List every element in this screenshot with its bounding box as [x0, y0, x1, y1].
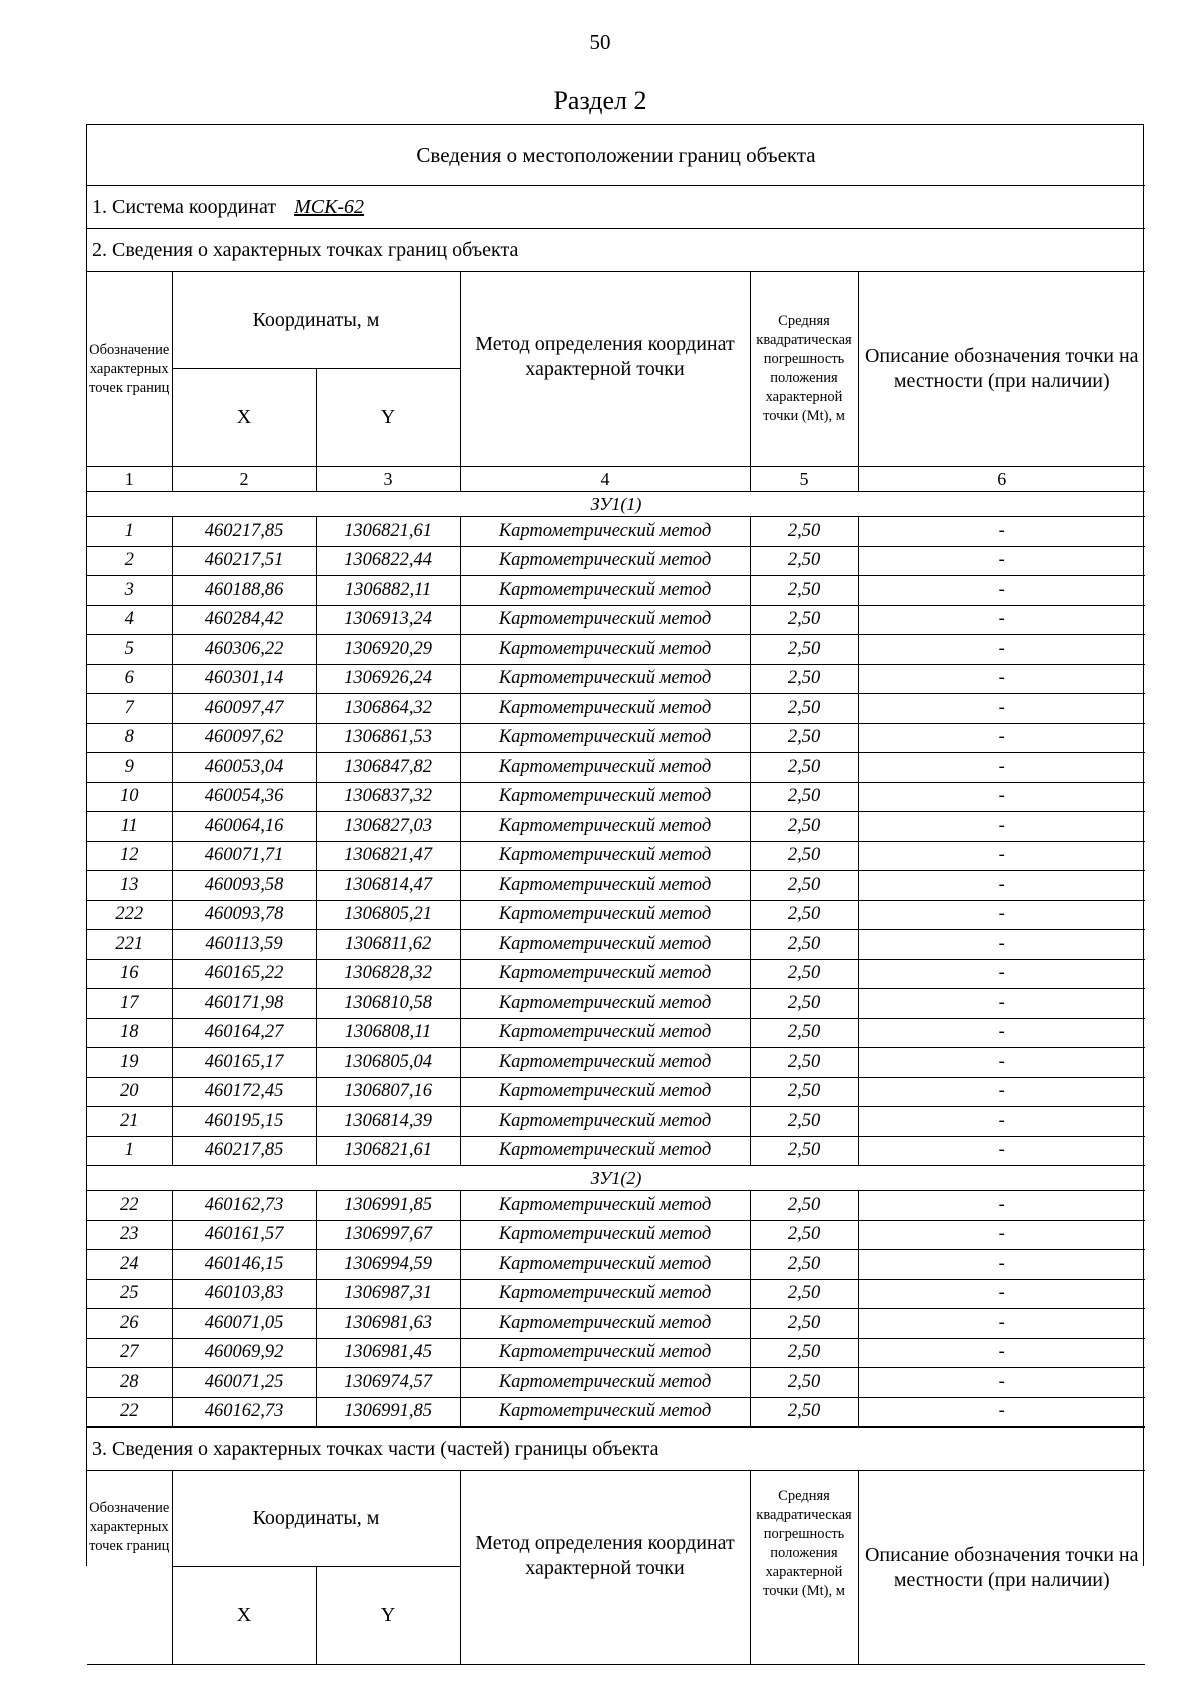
header-method: Метод определения координат характерной точки [460, 272, 750, 467]
coord-x: 460071,05 [172, 1309, 316, 1339]
method: Картометрический метод [460, 635, 750, 665]
coord-y: 1306821,61 [316, 517, 460, 547]
coord-x: 460165,22 [172, 959, 316, 989]
method: Картометрический метод [460, 871, 750, 901]
mt-value: 2,50 [750, 1107, 858, 1137]
table-row [87, 1077, 1145, 1107]
header-x: X [172, 1567, 316, 1665]
parts-table [87, 1427, 1145, 1665]
point-id: 5 [87, 635, 172, 665]
description: - [858, 812, 1145, 842]
table-row [87, 1018, 1145, 1048]
mt-value: 2,50 [750, 1048, 858, 1078]
mt-value: 2,50 [750, 546, 858, 576]
group-header: ЗУ1(1) [87, 492, 1145, 517]
description: - [858, 782, 1145, 812]
description: - [858, 1279, 1145, 1309]
header-desc: Описание обозначения точки на местности (при наличии) [858, 272, 1145, 467]
table-row [87, 812, 1145, 842]
table-row [87, 1368, 1145, 1398]
method: Картометрический метод [460, 1309, 750, 1339]
coord-x: 460164,27 [172, 1018, 316, 1048]
section-title: Раздел 2 [553, 86, 647, 115]
description: - [858, 1018, 1145, 1048]
table-row [87, 576, 1145, 606]
group-header: ЗУ1(2) [87, 1166, 1145, 1191]
description: - [858, 694, 1145, 724]
points-section-label: 2. Сведения о характерных точках границ объекта [87, 229, 1145, 272]
method: Картометрический метод [460, 1279, 750, 1309]
coord-y: 1306847,82 [316, 753, 460, 783]
description: - [858, 1368, 1145, 1398]
col-number: 1 [87, 467, 172, 492]
method: Картометрический метод [460, 841, 750, 871]
point-id: 2 [87, 546, 172, 576]
point-id: 27 [87, 1338, 172, 1368]
coord-system-row [87, 186, 1145, 229]
table-row [87, 1309, 1145, 1339]
table-title: Сведения о местоположении границ объекта [87, 125, 1145, 186]
method: Картометрический метод [460, 1191, 750, 1221]
method: Картометрический метод [460, 812, 750, 842]
coord-y: 1306991,85 [316, 1397, 460, 1427]
mt-value: 2,50 [750, 635, 858, 665]
mt-value: 2,50 [750, 900, 858, 930]
coord-y: 1306837,32 [316, 782, 460, 812]
description: - [858, 959, 1145, 989]
coord-x: 460146,15 [172, 1250, 316, 1280]
table-row [87, 635, 1145, 665]
mt-value: 2,50 [750, 841, 858, 871]
coord-y: 1306827,03 [316, 812, 460, 842]
coord-x: 460113,59 [172, 930, 316, 960]
table-row [87, 1191, 1145, 1221]
coord-x: 460103,83 [172, 1279, 316, 1309]
point-id: 23 [87, 1220, 172, 1250]
method: Картометрический метод [460, 664, 750, 694]
mt-value: 2,50 [750, 1018, 858, 1048]
point-id: 221 [87, 930, 172, 960]
boundary-info-table [87, 125, 1145, 1427]
point-id: 222 [87, 900, 172, 930]
coord-x: 460071,25 [172, 1368, 316, 1398]
mt-value: 2,50 [750, 959, 858, 989]
coord-x: 460172,45 [172, 1077, 316, 1107]
coord-x: 460217,51 [172, 546, 316, 576]
point-id: 3 [87, 576, 172, 606]
col-number: 2 [172, 467, 316, 492]
col-number: 4 [460, 467, 750, 492]
coord-x: 460165,17 [172, 1048, 316, 1078]
point-id: 19 [87, 1048, 172, 1078]
coord-y: 1306821,61 [316, 1136, 460, 1166]
method: Картометрический метод [460, 1018, 750, 1048]
mt-value: 2,50 [750, 1136, 858, 1166]
point-id: 4 [87, 605, 172, 635]
method: Картометрический метод [460, 605, 750, 635]
table-row [87, 1279, 1145, 1309]
table-row [87, 546, 1145, 576]
description: - [858, 1309, 1145, 1339]
table-row [87, 1338, 1145, 1368]
point-id: 22 [87, 1191, 172, 1221]
coord-y: 1306994,59 [316, 1250, 460, 1280]
point-id: 7 [87, 694, 172, 724]
coord-y: 1306882,11 [316, 576, 460, 606]
mt-value: 2,50 [750, 871, 858, 901]
header-coords: Координаты, м [172, 1471, 460, 1567]
coord-x: 460306,22 [172, 635, 316, 665]
point-id: 16 [87, 959, 172, 989]
header-method: Метод определения координат характерной точки [460, 1471, 750, 1665]
description: - [858, 1136, 1145, 1166]
coord-x: 460097,47 [172, 694, 316, 724]
table-row [87, 1397, 1145, 1427]
method: Картометрический метод [460, 1338, 750, 1368]
coord-y: 1306814,39 [316, 1107, 460, 1137]
coord-x: 460162,73 [172, 1191, 316, 1221]
mt-value: 2,50 [750, 1250, 858, 1280]
coord-x: 460162,73 [172, 1397, 316, 1427]
table-row [87, 1107, 1145, 1137]
point-id: 12 [87, 841, 172, 871]
method: Картометрический метод [460, 1397, 750, 1427]
point-id: 6 [87, 664, 172, 694]
method: Картометрический метод [460, 1220, 750, 1250]
mt-value: 2,50 [750, 694, 858, 724]
point-id: 11 [87, 812, 172, 842]
description: - [858, 1250, 1145, 1280]
coord-x: 460093,58 [172, 871, 316, 901]
coord-y: 1306981,63 [316, 1309, 460, 1339]
table-row [87, 605, 1145, 635]
description: - [858, 517, 1145, 547]
coord-y: 1306981,45 [316, 1338, 460, 1368]
coord-y: 1306920,29 [316, 635, 460, 665]
point-id: 28 [87, 1368, 172, 1398]
header-x: X [172, 369, 316, 467]
mt-value: 2,50 [750, 812, 858, 842]
method: Картометрический метод [460, 1077, 750, 1107]
description: - [858, 1397, 1145, 1427]
description: - [858, 576, 1145, 606]
header-point-id: Обозначение характерных точек границ [87, 272, 172, 467]
table-row [87, 664, 1145, 694]
coord-x: 460171,98 [172, 989, 316, 1019]
mt-value: 2,50 [750, 989, 858, 1019]
coord-y: 1306808,11 [316, 1018, 460, 1048]
point-id: 24 [87, 1250, 172, 1280]
table-row [87, 1136, 1145, 1166]
table-row [87, 959, 1145, 989]
coord-x: 460071,71 [172, 841, 316, 871]
point-id: 10 [87, 782, 172, 812]
point-id: 21 [87, 1107, 172, 1137]
method: Картометрический метод [460, 1107, 750, 1137]
mt-value: 2,50 [750, 517, 858, 547]
coord-x: 460097,62 [172, 723, 316, 753]
coord-y: 1306828,32 [316, 959, 460, 989]
mt-value: 2,50 [750, 1077, 858, 1107]
description: - [858, 605, 1145, 635]
mt-value: 2,50 [750, 782, 858, 812]
header-coords: Координаты, м [172, 272, 460, 369]
coord-y: 1306805,04 [316, 1048, 460, 1078]
col-number: 5 [750, 467, 858, 492]
description: - [858, 871, 1145, 901]
description: - [858, 1220, 1145, 1250]
description: - [858, 841, 1145, 871]
mt-value: 2,50 [750, 723, 858, 753]
table-row [87, 753, 1145, 783]
coord-y: 1306805,21 [316, 900, 460, 930]
coord-y: 1306997,67 [316, 1220, 460, 1250]
method: Картометрический метод [460, 1250, 750, 1280]
mt-value: 2,50 [750, 664, 858, 694]
header-error: Средняя квадратическая погрешность положения характерной точки (Mt), м [750, 272, 858, 467]
mt-value: 2,50 [750, 1279, 858, 1309]
coord-y: 1306913,24 [316, 605, 460, 635]
coord-x: 460064,16 [172, 812, 316, 842]
point-id: 8 [87, 723, 172, 753]
description: - [858, 664, 1145, 694]
point-id: 20 [87, 1077, 172, 1107]
table-row [87, 782, 1145, 812]
coord-x: 460069,92 [172, 1338, 316, 1368]
description: - [858, 1191, 1145, 1221]
method: Картометрический метод [460, 1048, 750, 1078]
coord-y: 1306822,44 [316, 546, 460, 576]
point-id: 26 [87, 1309, 172, 1339]
description: - [858, 1338, 1145, 1368]
coord-x: 460188,86 [172, 576, 316, 606]
method: Картометрический метод [460, 753, 750, 783]
mt-value: 2,50 [750, 1191, 858, 1221]
coord-x: 460195,15 [172, 1107, 316, 1137]
description: - [858, 753, 1145, 783]
method: Картометрический метод [460, 576, 750, 606]
coord-x: 460217,85 [172, 517, 316, 547]
description: - [858, 900, 1145, 930]
coord-y: 1306814,47 [316, 871, 460, 901]
mt-value: 2,50 [750, 1368, 858, 1398]
method: Картометрический метод [460, 546, 750, 576]
coord-y: 1306821,47 [316, 841, 460, 871]
header-point-id: Обозначение характерных точек границ [87, 1471, 172, 1665]
header-desc: Описание обозначения точки на местности (при наличии) [858, 1471, 1145, 1665]
coord-x: 460217,85 [172, 1136, 316, 1166]
coord-system-label: 1. Система координат [92, 195, 277, 218]
point-id: 1 [87, 517, 172, 547]
coord-y: 1306926,24 [316, 664, 460, 694]
table-row [87, 989, 1145, 1019]
description: - [858, 635, 1145, 665]
mt-value: 2,50 [750, 1220, 858, 1250]
page-number: 50 [589, 30, 611, 54]
description: - [858, 930, 1145, 960]
col-number: 6 [858, 467, 1145, 492]
table-row [87, 517, 1145, 547]
table-row [87, 694, 1145, 724]
coord-y: 1306991,85 [316, 1191, 460, 1221]
table-row [87, 1048, 1145, 1078]
method: Картометрический метод [460, 930, 750, 960]
table-row [87, 930, 1145, 960]
mt-value: 2,50 [750, 605, 858, 635]
description: - [858, 989, 1145, 1019]
coord-x: 460284,42 [172, 605, 316, 635]
point-id: 25 [87, 1279, 172, 1309]
header-y: Y [316, 369, 460, 467]
point-id: 9 [87, 753, 172, 783]
coord-y: 1306807,16 [316, 1077, 460, 1107]
table-row [87, 841, 1145, 871]
method: Картометрический метод [460, 1368, 750, 1398]
method: Картометрический метод [460, 900, 750, 930]
col-number: 3 [316, 467, 460, 492]
table-row [87, 871, 1145, 901]
point-id: 22 [87, 1397, 172, 1427]
description: - [858, 546, 1145, 576]
coord-y: 1306861,53 [316, 723, 460, 753]
description: - [858, 723, 1145, 753]
coord-y: 1306811,62 [316, 930, 460, 960]
method: Картометрический метод [460, 989, 750, 1019]
coord-system-value: МСК-62 [294, 195, 365, 218]
description: - [858, 1048, 1145, 1078]
method: Картометрический метод [460, 723, 750, 753]
method: Картометрический метод [460, 694, 750, 724]
description: - [858, 1077, 1145, 1107]
coord-x: 460054,36 [172, 782, 316, 812]
point-id: 13 [87, 871, 172, 901]
method: Картометрический метод [460, 959, 750, 989]
mt-value: 2,50 [750, 576, 858, 606]
parts-section-label: 3. Сведения о характерных точках части (частей) границы объекта [87, 1428, 1145, 1471]
method: Картометрический метод [460, 517, 750, 547]
coord-x: 460161,57 [172, 1220, 316, 1250]
boundary-table-frame [86, 124, 1144, 1626]
coord-x: 460301,14 [172, 664, 316, 694]
mt-value: 2,50 [750, 753, 858, 783]
point-id: 18 [87, 1018, 172, 1048]
point-id: 1 [87, 1136, 172, 1166]
method: Картометрический метод [460, 782, 750, 812]
table-row [87, 723, 1145, 753]
coord-y: 1306810,58 [316, 989, 460, 1019]
mt-value: 2,50 [750, 930, 858, 960]
coord-x: 460093,78 [172, 900, 316, 930]
coord-y: 1306864,32 [316, 694, 460, 724]
table-row [87, 900, 1145, 930]
mt-value: 2,50 [750, 1309, 858, 1339]
table-row [87, 1250, 1145, 1280]
coord-x: 460053,04 [172, 753, 316, 783]
header-y: Y [316, 1567, 460, 1665]
description: - [858, 1107, 1145, 1137]
mt-value: 2,50 [750, 1338, 858, 1368]
table-row [87, 1220, 1145, 1250]
coord-y: 1306987,31 [316, 1279, 460, 1309]
point-id: 17 [87, 989, 172, 1019]
method: Картометрический метод [460, 1136, 750, 1166]
header-error: Средняя квадратическая погрешность положения характерной точки (Mt), м [750, 1471, 858, 1665]
coord-y: 1306974,57 [316, 1368, 460, 1398]
mt-value: 2,50 [750, 1397, 858, 1427]
